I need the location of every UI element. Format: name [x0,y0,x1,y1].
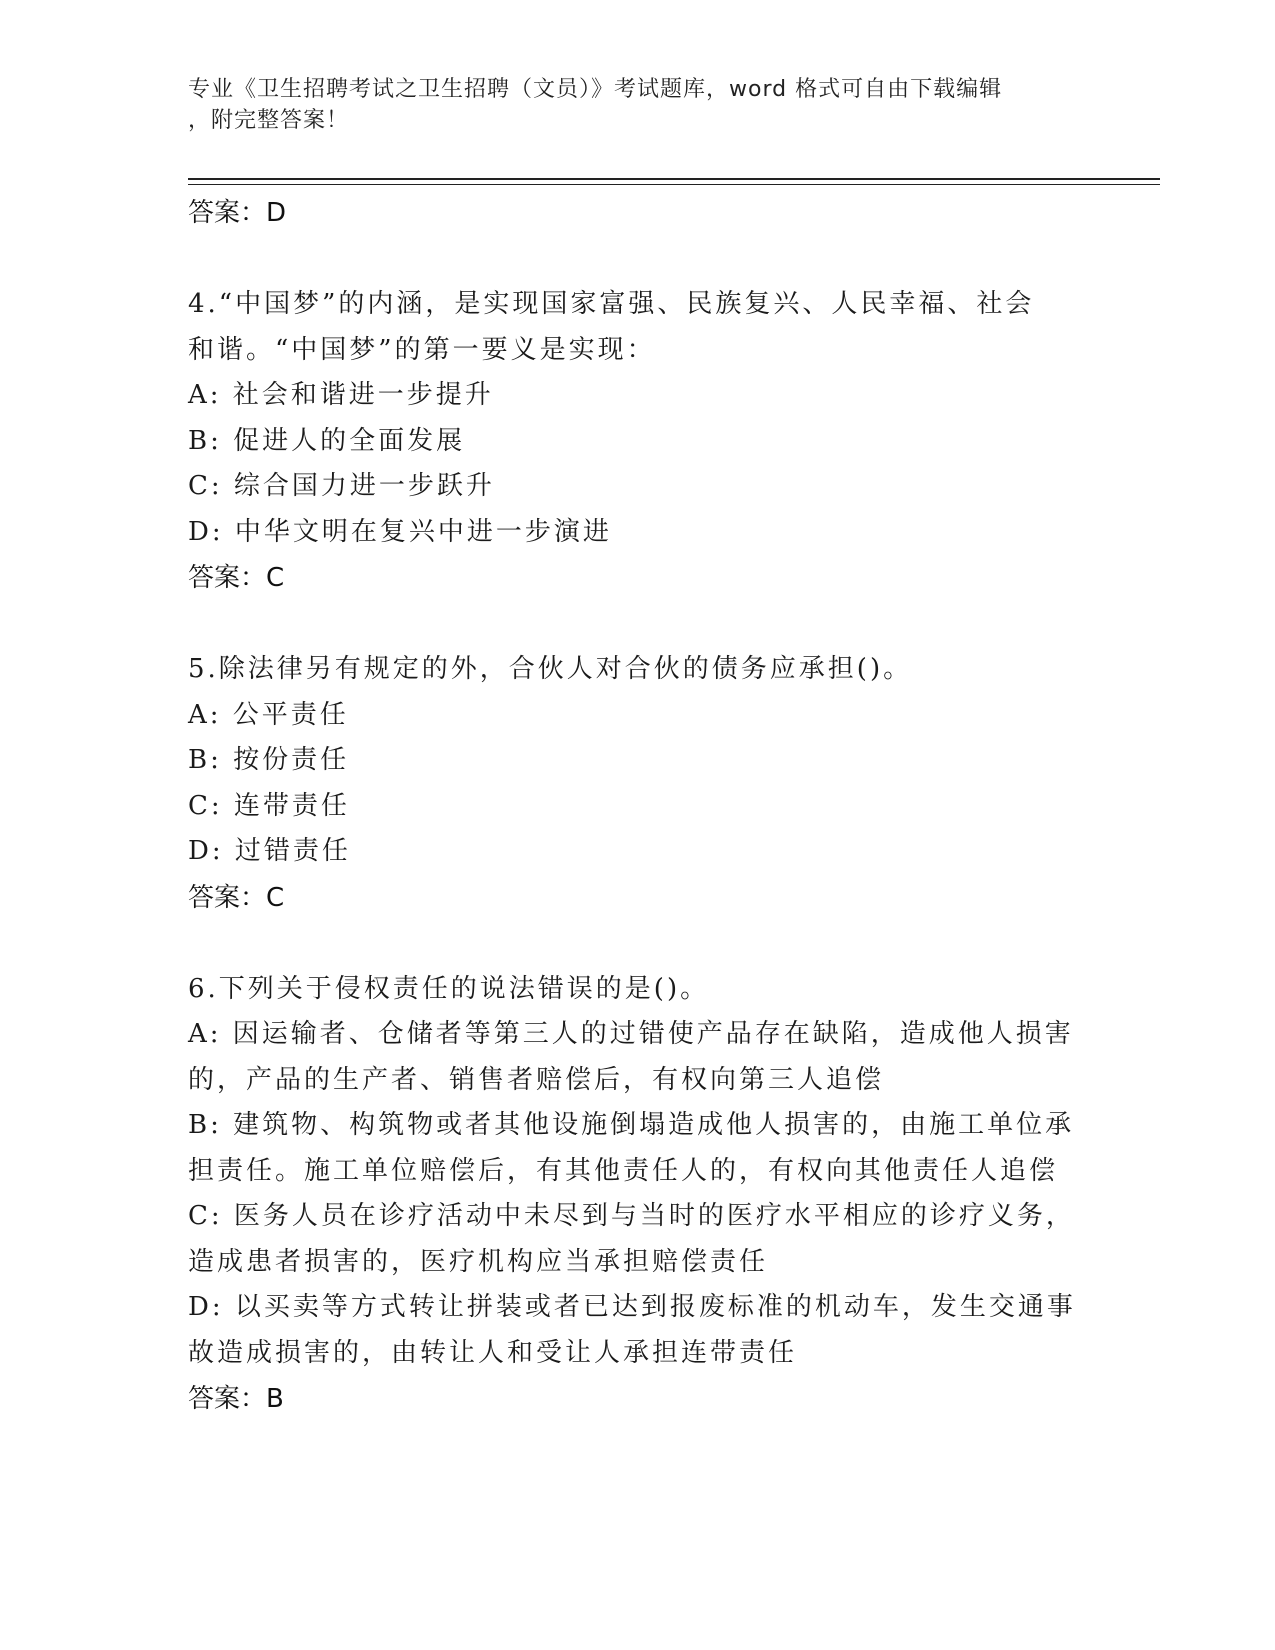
question-stem-line: 和谐。“中国梦”的第一要义是实现： [188,334,656,365]
option-b: B: 促进人的全面发展 [188,425,466,456]
option-a-continued: 的，产品的生产者、销售者赔偿后，有权向第三人追偿 [188,1064,885,1095]
header-rule-thin [188,184,1160,185]
option-c: C: 综合国力进一步跃升 [188,471,495,501]
question-4 [188,282,1088,601]
document-header [188,74,1088,136]
option-d: D: 以买卖等方式转让拼装或者已达到报废标准的机动车，发生交通事 [188,1292,1076,1322]
answer-line: 答案：C [188,563,285,593]
option-c: C: 连带责任 [188,790,350,821]
question-5 [188,647,1088,921]
answer-line: 答案：D [188,198,287,228]
header-rule-thick [188,178,1160,180]
header-line-1: 专业《卫生招聘考试之卫生招聘（文员）》考试题库，word 格式可自由下载编辑 [188,77,1003,102]
answer-line: 答案：B [188,1384,284,1414]
option-c: C: 医务人员在诊疗活动中未尽到与当时的医疗水平相应的诊疗义务， [188,1201,1075,1231]
question-6 [188,967,1088,1423]
answer-line: 答案：C [188,882,285,913]
option-d: D: 过错责任 [188,836,351,866]
option-b: B: 按份责任 [188,745,350,775]
question-stem-line: 6.下列关于侵权责任的说法错误的是()。 [188,973,710,1004]
option-a: A: 公平责任 [188,699,349,730]
option-d: D: 中华文明在复兴中进一步演进 [188,516,612,547]
option-a: A: 因运输者、仓储者等第三人的过错使产品存在缺陷，造成他人损害 [188,1019,1074,1049]
question-stem-line: 5.除法律另有规定的外，合伙人对合伙的债务应承担()。 [188,654,913,684]
option-b: B: 建筑物、构筑物或者其他设施倒塌造成他人损害的，由施工单位承 [188,1110,1075,1140]
option-c-continued: 造成患者损害的，医疗机构应当承担赔偿责任 [188,1246,769,1277]
question-stem-line: 4.“中国梦”的内涵，是实现国家富强、民族复兴、人民幸福、社会 [188,289,1035,319]
option-b-continued: 担责任。施工单位赔偿后，有其他责任人的，有权向其他责任人追偿 [188,1155,1059,1186]
document-body [188,190,1088,1422]
option-d-continued: 故造成损害的，由转让人和受让人承担连带责任 [188,1337,798,1368]
header-line-2: ，附完整答案！ [188,108,350,133]
option-a: A: 社会和谐进一步提升 [188,380,494,410]
